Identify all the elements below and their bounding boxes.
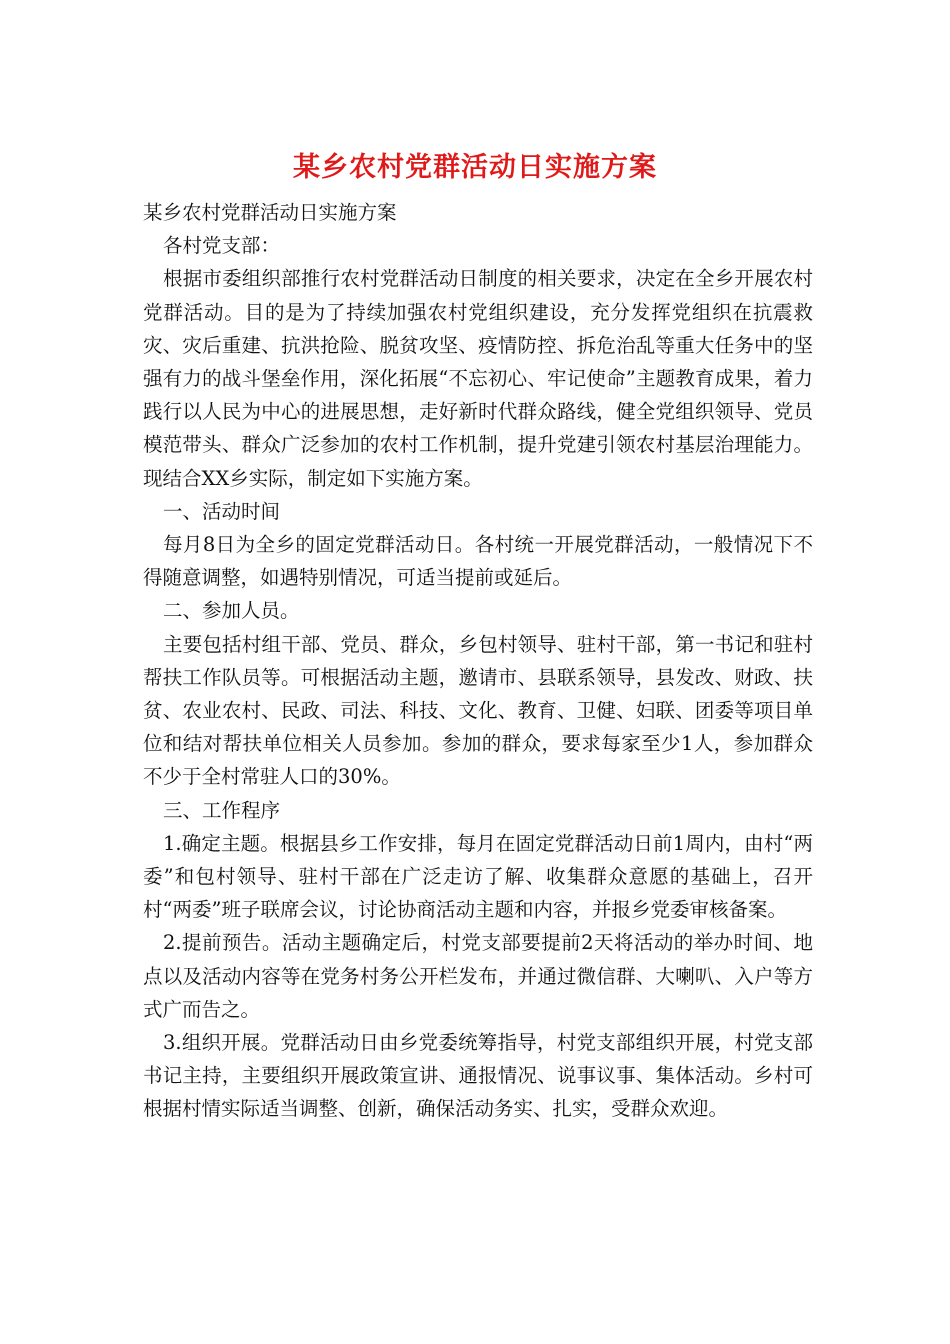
salutation: 各村党支部：: [163, 234, 281, 258]
paragraph-procedure-3: 3.组织开展。党群活动日由乡党委统筹指导，村党支部组织开展，村党支部书记主持，主要组织开展政策宣讲、通报情况、说事议事、集体活动。乡村可根据村情实际适当调整、创新，确保活动务实、扎实，受群众欢迎。: [143, 1031, 813, 1121]
section-heading-participants: 二、参加人员。: [163, 599, 300, 623]
paragraph-time: 每月8日为全乡的固定党群活动日。各村统一开展党群活动，一般情况下不得随意调整，如遇特别情况，可适当提前或延后。: [143, 533, 813, 590]
body-subtitle: 某乡农村党群活动日实施方案: [143, 201, 397, 224]
paragraph-procedure-2: 2.提前预告。活动主题确定后，村党支部要提前2天将活动的举办时间、地点以及活动内容等在党务村务公开栏发布，并通过微信群、大喇叭、入户等方式广而告之。: [143, 931, 813, 1021]
section-heading-procedure: 三、工作程序: [163, 798, 281, 822]
paragraph-intro: 根据市委组织部推行农村党群活动日制度的相关要求，决定在全乡开展农村党群活动。目的是为了持续加强农村党组织建设，充分发挥党组织在抗震救灾、灾后重建、抗洪抢险、脱贫攻坚、疫情防控、拆危治乱等重大任务中的坚强有力的战斗堡垒作用，深化拓展“不忘初心、牢记使命”主题教育成果，着力践行以人民为中心的进展思想，走好新时代群众路线，健全党组织领导、党员模范带头、群众广泛参加的农村工作机制，提升党建引领农村基层治理能力。现结合XX乡实际，制定如下实施方案。: [143, 267, 813, 490]
paragraph-participants: 主要包括村组干部、党员、群众，乡包村领导、驻村干部，第一书记和驻村帮扶工作队员等。可根据活动主题，邀请市、县联系领导，县发改、财政、扶贫、农业农村、民政、司法、科技、文化、教育、卫健、妇联、团委等项目单位和结对帮扶单位相关人员参加。参加的群众，要求每家至少1人，参加群众不少于全村常驻人口的30%。: [143, 632, 813, 789]
section-heading-time: 一、活动时间: [163, 499, 281, 523]
document-title: 某乡农村党群活动日实施方案: [293, 152, 657, 183]
document-body: [143, 196, 813, 1126]
paragraph-procedure-1: 1.确定主题。根据县乡工作安排，每月在固定党群活动日前1周内，由村“两委”和包村领导、驻村干部在广泛走访了解、收集群众意愿的基础上，召开村“两委”班子联席会议，讨论协商活动主题和内容，并报乡党委审核备案。: [143, 831, 813, 922]
